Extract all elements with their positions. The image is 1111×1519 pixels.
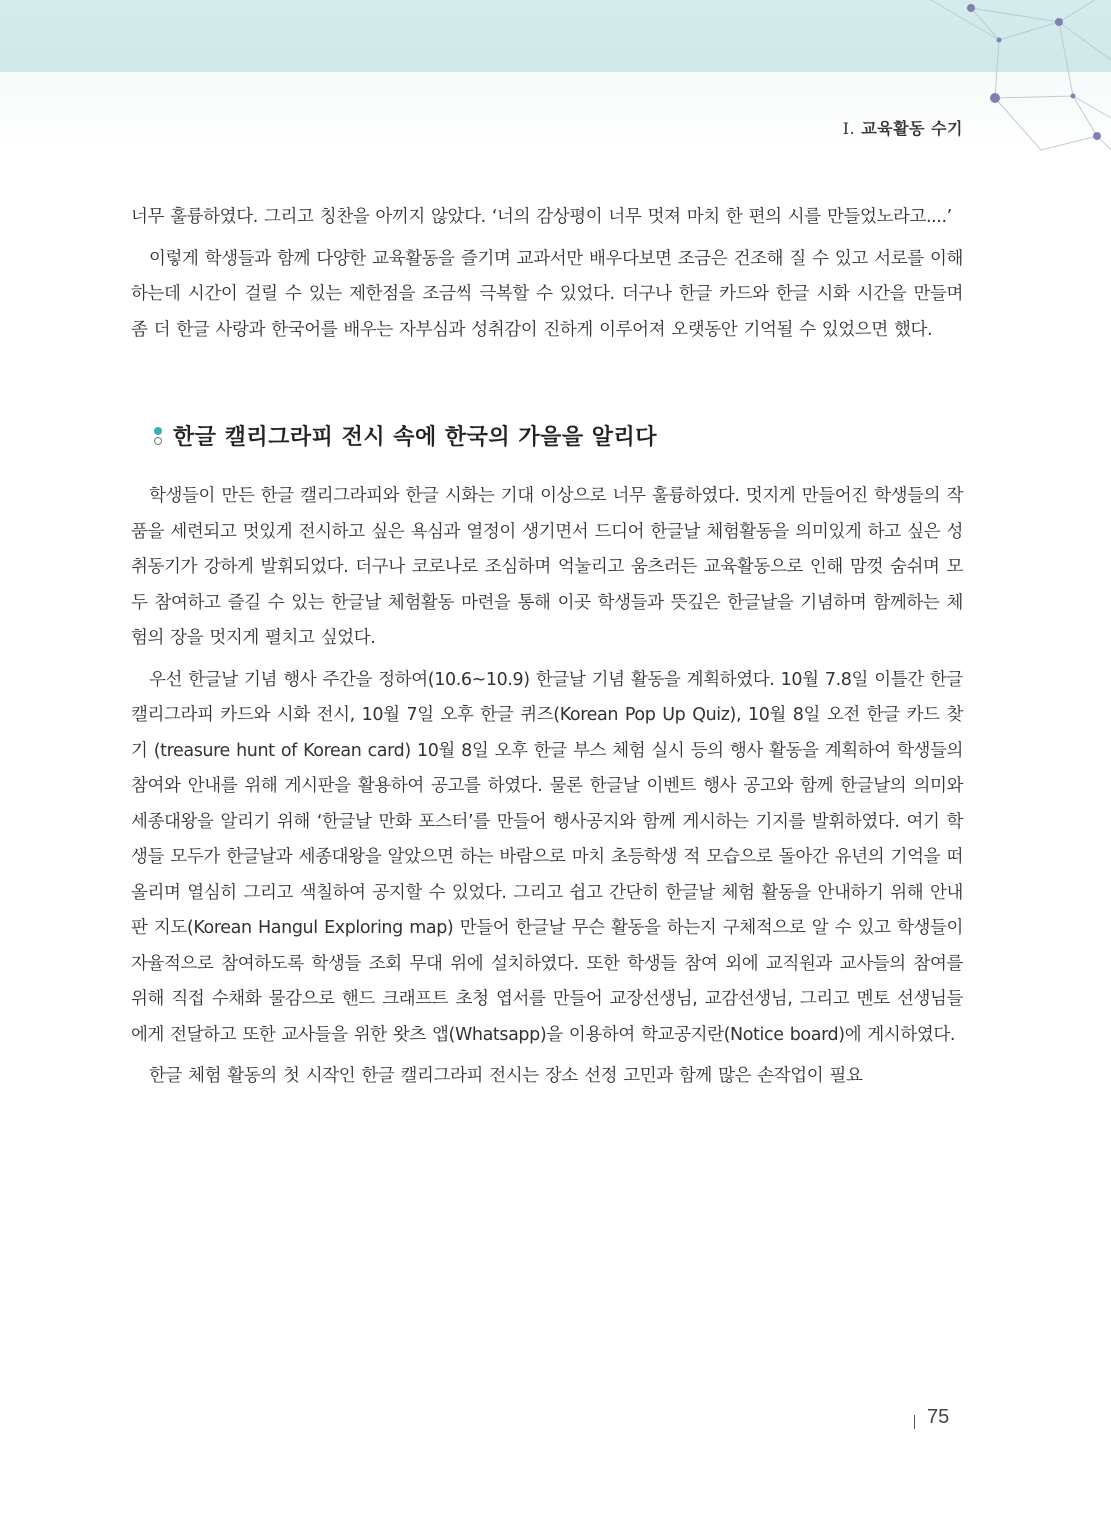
paragraph: 우선 한글날 기념 행사 주간을 정하여(10.6~10.9) 한글날 기념 활동을 계획하였다. 10월 7.8일 이틀간 한글 캘리그라피 카드와 시화 전시, 10월 7일 오후 한글 퀴즈(Korean Pop Up Quiz), 10월 8일 오전 한글 카드 찾기 (treasure hunt of Korean card) 10월 8일 오후 한글 부스 체험 실시 등의 행사 활동을 계획하여 학생들의 참여와 안내를 위해 게시판을 활용하여 공고를 하였다. 물론 한글날 이벤트 행사 공고와 함께 한글날의 의미와 세종대왕을 알리기 위해 ‘한글날 만화 포스터’를 만들어 행사공지와 함께 게시하는 기지를 발휘하였다. 여기 학생들 모두가 한글날과 세종대왕을 알았으면 하는 바람으로 마치 초등학생 적 모습으로 돌아간 유년의 기억을 떠올리며 열심히 그리고 색칠하여 공지할 수 있었다. 그리고 쉽고 간단히 한글날 체험 활동을 안내하기 위해 안내판 지도(Korean Hangul Exploring map) 만들어 한글날 무슨 활동을 하는지 구체적으로 알 수 있고 학생들이 자율적으로 참여하도록 학생들 조회 무대 위에 설치하였다. 또한 학생들 참여 외에 교직원과 교사들의 참여를 위해 직접 수채화 물감으로 핸드 크래프트 초청 엽서를 만들어 교장선생님, 교감선생님, 그리고 멘토 선생님들에게 전달하고 또한 교사들을 위한 왓츠 앱(Whatsapp)을 이용하여 학교공지란(Notice board)에 게시하였다. [131,669,963,1045]
page-number-divider [914,1415,915,1429]
paragraph: 이렇게 학생들과 함께 다양한 교육활동을 즐기며 교과서만 배우다보면 조금은 건조해 질 수 있고 서로를 이해하는데 시간이 걸릴 수 있는 제한점을 조금씩 극복할 수 있었다. 더구나 한글 카드와 한글 시화 시간을 만들며 좀 더 한글 사랑과 한국어를 배우는 자부심과 성취감이 진하게 이루어져 오랫동안 기억될 수 있었으면 했다. [131,248,963,340]
section-roman-numeral: Ⅰ. [842,119,856,138]
running-head [843,116,963,139]
body-text [131,200,963,1095]
section-heading [153,420,963,451]
paragraph: 한글 체험 활동의 첫 시작인 한글 캘리그라피 전시는 장소 선정 고민과 함께 많은 손작업이 필요 [149,1066,863,1086]
section-title: 한글 캘리그라피 전시 속에 한국의 가을을 알리다 [173,424,657,450]
paragraph: 학생들이 만든 한글 캘리그라피와 한글 시화는 기대 이상으로 너무 훌륭하였다. 멋지게 만들어진 학생들의 작품을 세련되고 멋있게 전시하고 싶은 욕심과 열정이 생기면서 드디어 한글날 체험활동을 의미있게 하고 싶은 성취동기가 강하게 발휘되었다. 더구나 코로나로 조심하며 억눌리고 움츠러든 교육활동으로 인해 맘껏 숨쉬며 모두 참여하고 즐길 수 있는 한글날 체험활동 마련을 통해 이곳 학생들과 뜻깊은 한글날을 기념하며 함께하는 체험의 장을 멋지게 펼치고 싶었다. [131,486,963,648]
bullet-icon [153,426,163,446]
section-title-header: 교육활동 수기 [861,119,963,138]
page-number [914,1406,949,1429]
paragraph: 너무 훌륭하였다. 그리고 칭찬을 아끼지 않았다. ‘너의 감상평이 너무 멋져 마치 한 편의 시를 만들었노라고....’ [131,207,952,227]
page-number-value: 75 [927,1406,950,1428]
